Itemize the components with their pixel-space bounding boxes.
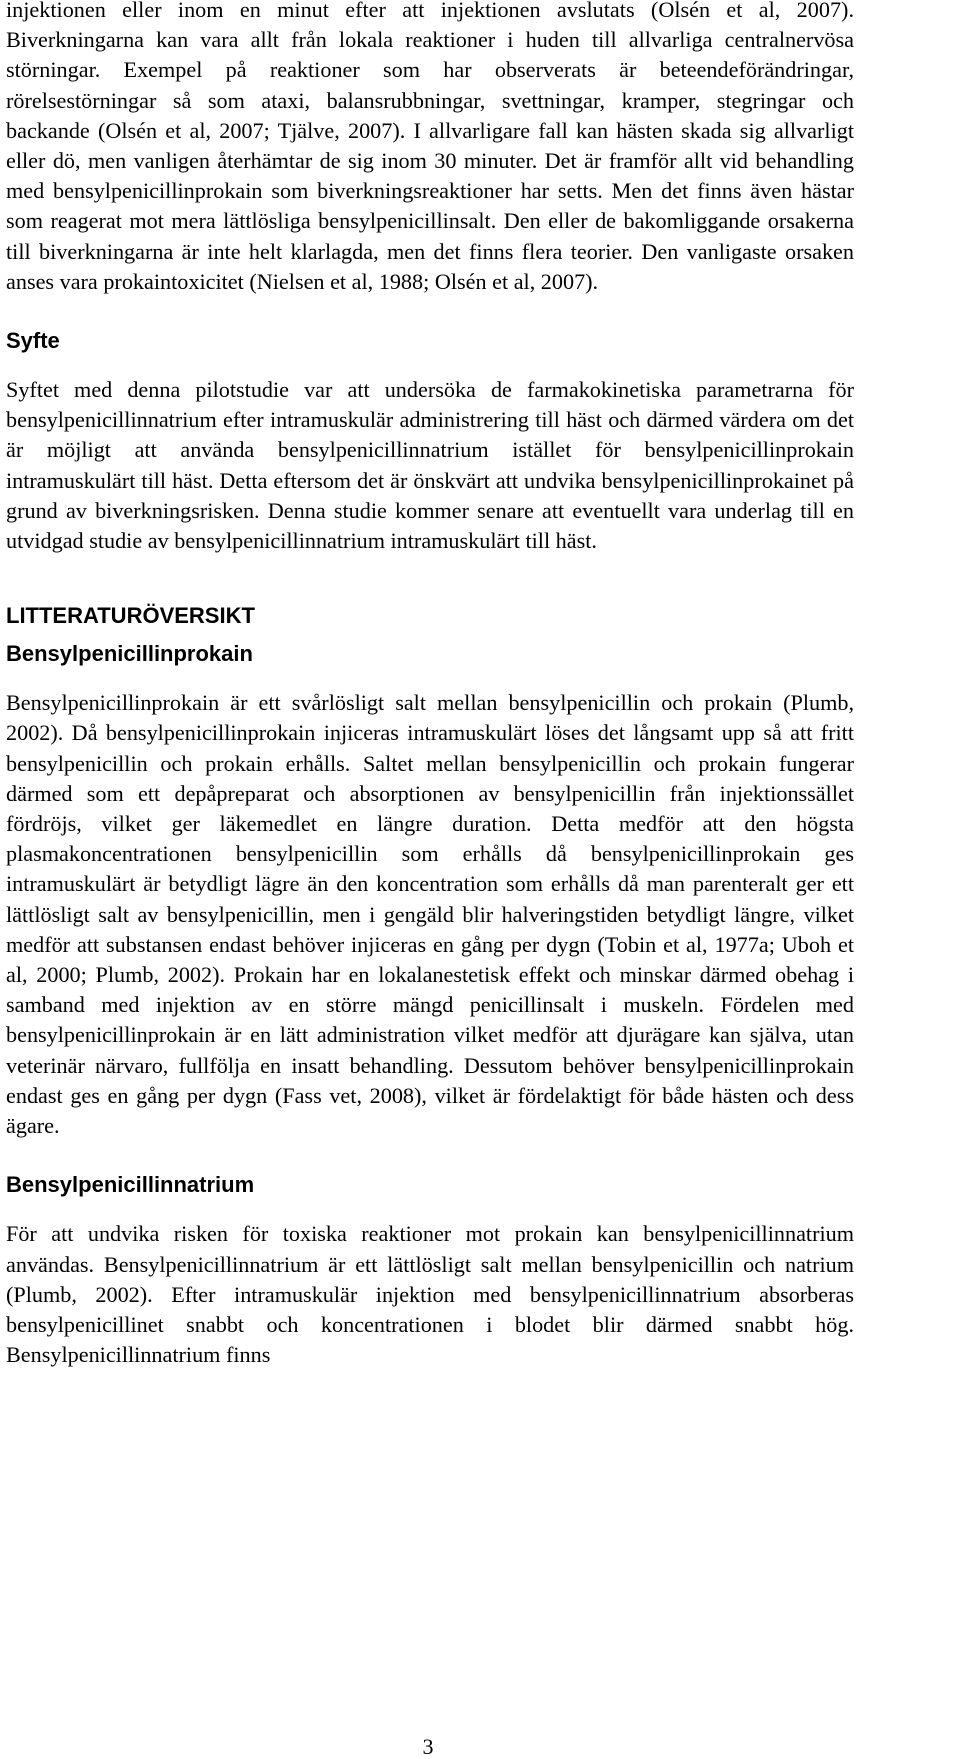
bensylpenicillinprokain-heading: Bensylpenicillinprokain — [6, 641, 253, 667]
syfte-paragraph: Syftet med denna pilotstudie var att undersöka de farmakokinetiska parametrarna för bensylpenicillinnatrium efter intramuskulär administrering till häst och därmed värdera om det är möjligt att använda bensylpenicillinnatrium istället för bensylpenicillinprokain intramuskulärt till häst. Detta eftersom det är önskvärt att undvika bensylpenicillinprokainet på grund av biverkningsrisken. Denna studie kommer senare att eventuellt vara underlag till en utvidgad studie av bensylpenicillinnatrium intramuskulärt till häst. — [6, 377, 854, 554]
bensylpenicillinprokain-paragraph: Bensylpenicillinprokain är ett svårlösligt salt mellan bensylpenicillin och prokain (Plumb, 2002). Då bensylpenicillinprokain injiceras intramuskulärt löses det långsamt upp så att fritt bensylpenicillin och prokain erhålls. Saltet mellan bensylpenicillin och prokain fungerar därmed som ett depåpreparat och absorptionen av bensylpenicillin från injektionssället fördröjs, vilket ger läkemedlet en längre duration. Detta medför att den högsta plasmakoncentrationen bensylpenicillin som erhålls då bensylpenicillinprokain ges intramuskulärt är betydligt lägre än den koncentration som erhålls då man parenteralt ger ett lättlösligt salt av bensylpenicillin, men i gengäld blir halveringstiden betydligt längre, vilket medför att substansen endast behöver injiceras en gång per dygn (Tobin et al, 1977a; Uboh et al, 2000; Plumb, 2002). Prokain har en lokalanestetisk effekt och minskar därmed obehag i samband med injektion av en större mängd penicillinsalt i muskeln. Fördelen med bensylpenicillinprokain är en lätt administration vilket medför att djurägare kan själva, utan veterinär närvaro, fullfölja en insatt behandling. Dessutom behöver bensylpenicillinprokain endast ges en gång per dygn (Fass vet, 2008), vilket är fördelaktigt för både hästen och dess ägare. — [6, 690, 854, 1139]
bensylpenicillinnatrium-heading: Bensylpenicillinnatrium — [6, 1172, 255, 1198]
intro-paragraph: injektionen eller inom en minut efter att injektionen avslutats (Olsén et al, 2007). Biverkningarna kan vara allt från lokala reaktioner i huden till allvarliga centralnervösa störningar. Exempel på reaktioner som har observerats är beteendeförändringar, rörelsestörningar så som ataxi, balansrubbningar, svettningar, kramper, stegringar och backande (Olsén et al, 2007; Tjälve, 2007). I allvarligare fall kan hästen skada sig allvarligt eller dö, men vanligen återhämtar de sig inom 30 minuter. Det är framför allt vid behandling med bensylpenicillinprokain som biverkningsreaktioner har setts. Men det finns även hästar som reagerat mot mera lättlösliga bensylpenicillinsalt. Den eller de bakomliggande orsakerna till biverkningarna är inte helt klarlagda, men det finns flera teorier. Den vanligaste orsaken anses vara prokaintoxicitet (Nielsen et al, 1988; Olsén et al, 2007). — [6, 0, 854, 294]
syfte-heading: Syfte — [6, 328, 60, 354]
litteraturoversikt-heading: LITTERATURÖVERSIKT — [6, 603, 255, 629]
document-page — [6, 0, 854, 1370]
bensylpenicillinnatrium-paragraph: För att undvika risken för toxiska reaktioner mot prokain kan bensylpenicillinnatrium användas. Bensylpenicillinnatrium är ett lättlösligt salt mellan bensylpenicillin och natrium (Plumb, 2002). Efter intramuskulär injektion med bensylpenicillinnatrium absorberas bensylpenicillinet snabbt och koncentrationen i blodet blir därmed snabbt hög. Bensylpenicillinnatrium finns — [6, 1221, 854, 1368]
page-number: 3 — [422, 1734, 434, 1759]
